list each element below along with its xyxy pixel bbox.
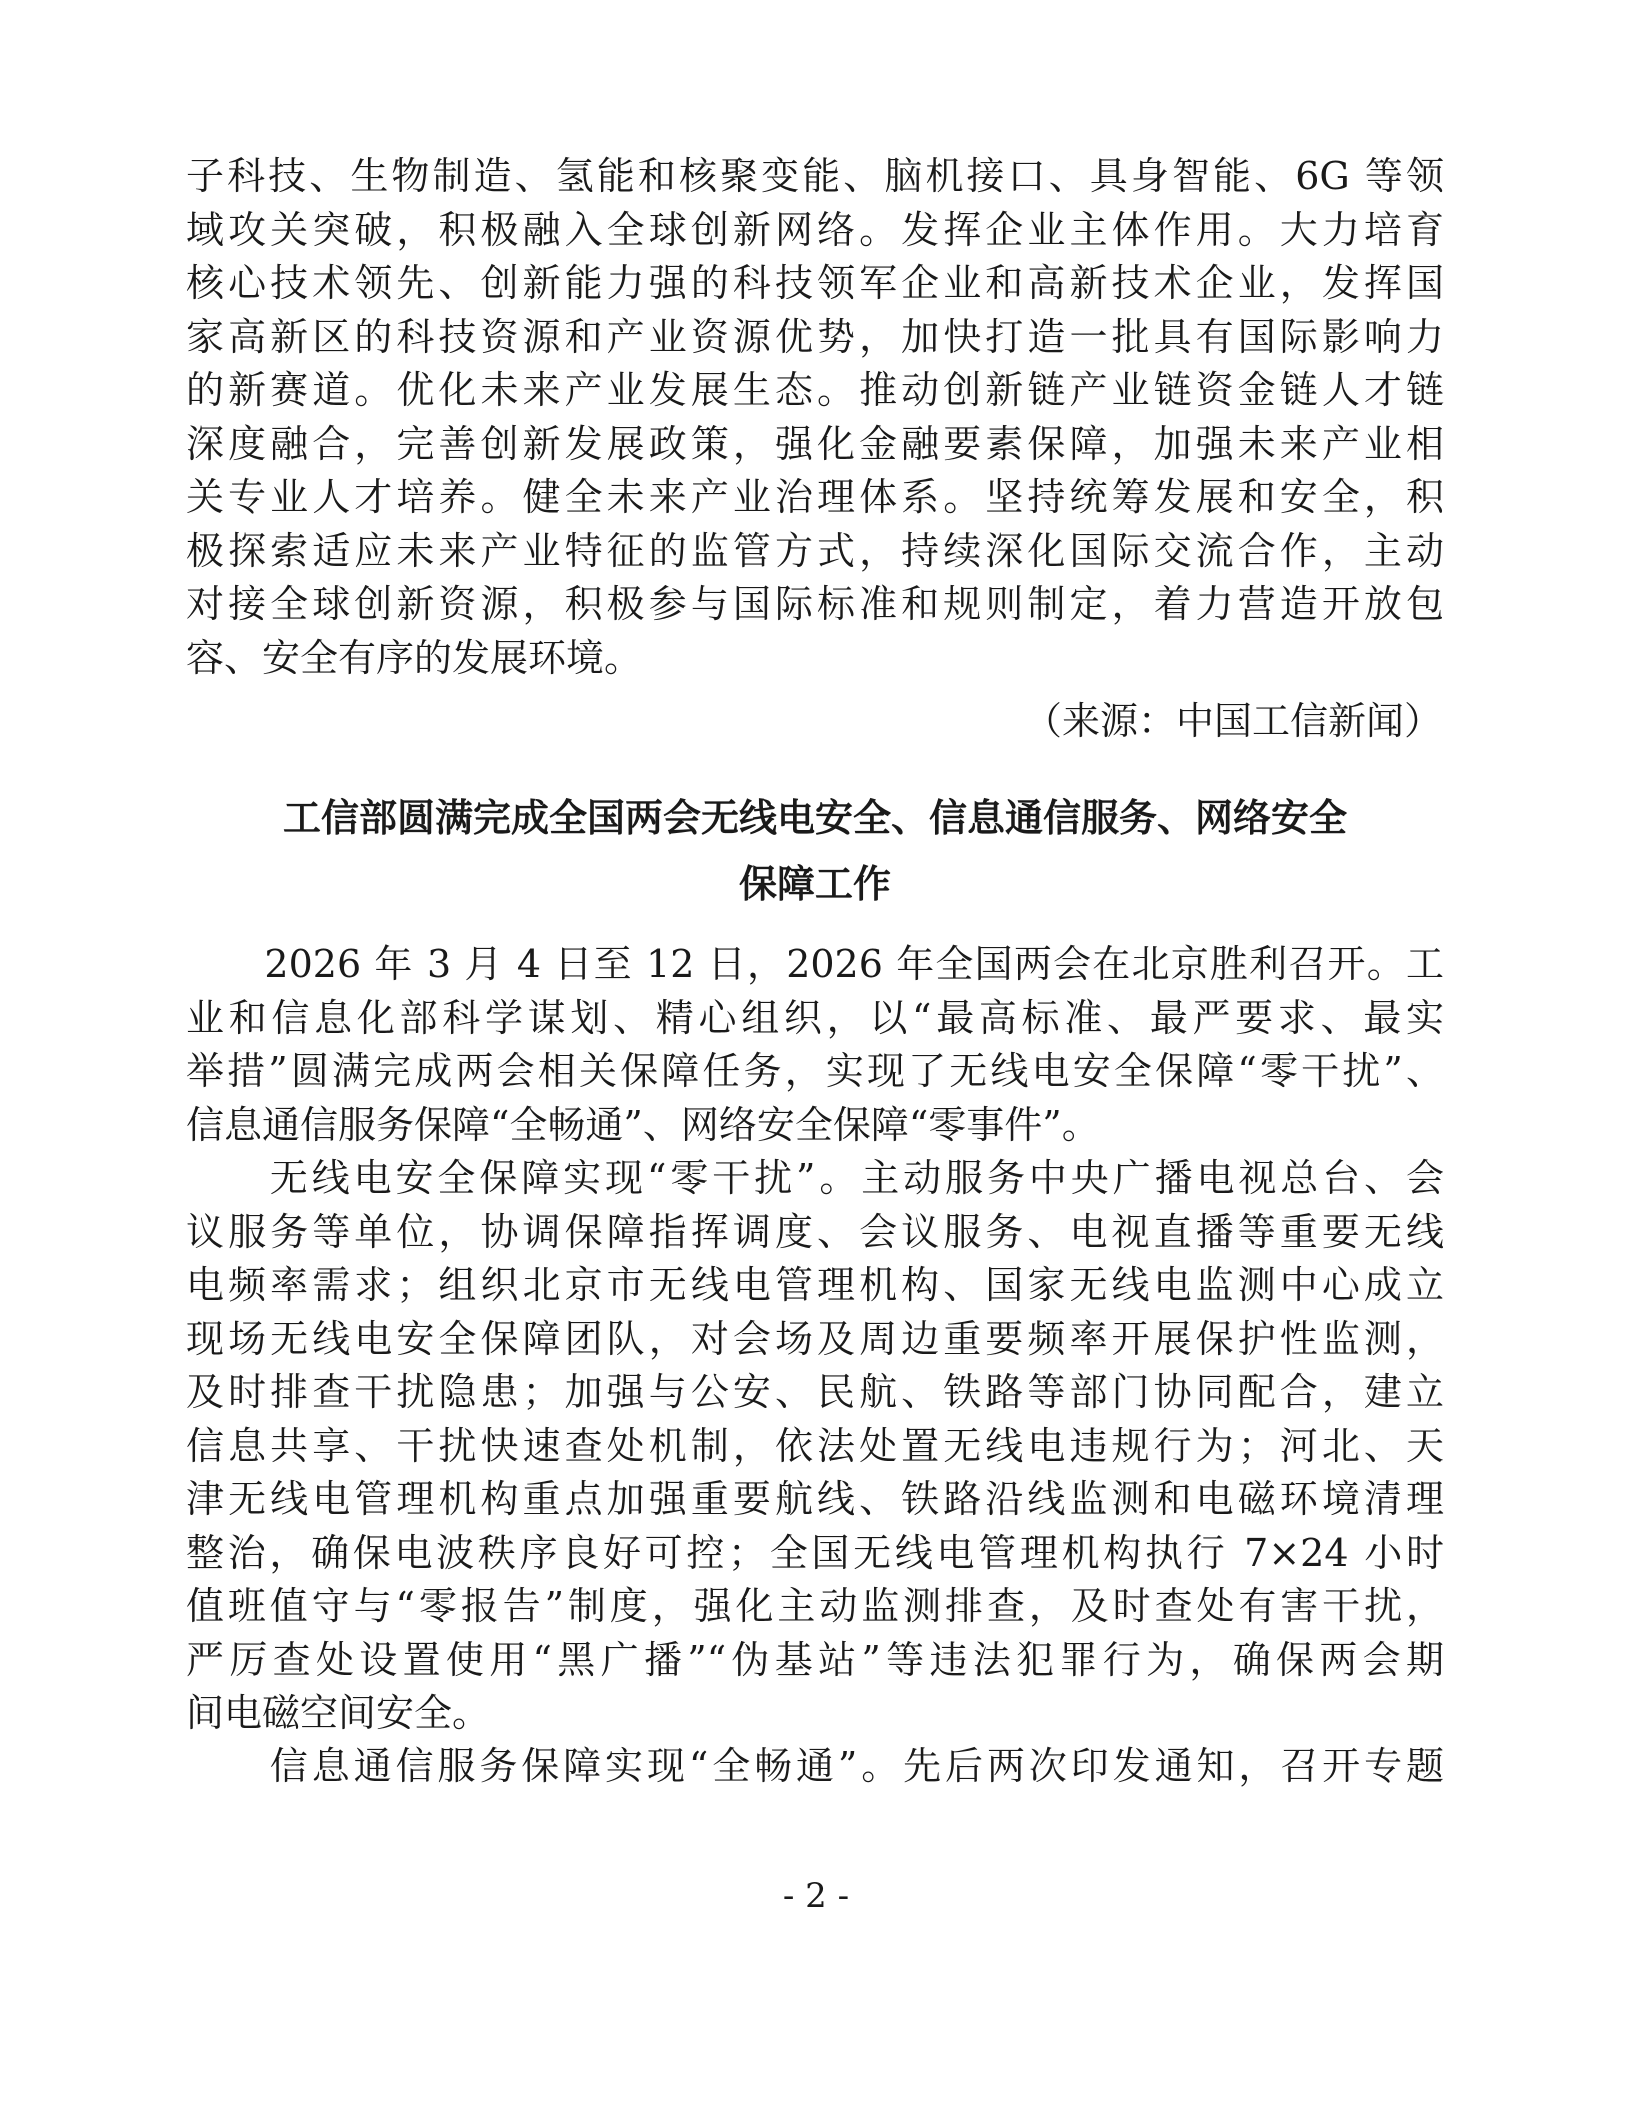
article-title-line-2: 保障工作 [738,862,891,906]
text-line: 整治，确保电波秩序良好可控；全国无线电管理机构执行 7×24 小时 [186,1530,1444,1575]
text-line: 举措”圆满完成两会相关保障任务，实现了无线电安全保障“零干扰”、 [186,1049,1444,1093]
article-paragraph-2 [186,1152,1444,1741]
text-line: 值班值守与“零报告”制度，强化主动监测排查，及时查处有害干扰， [186,1584,1444,1628]
text-line: 核心技术领先、创新能力强的科技领军企业和高新技术企业，发挥国 [186,261,1444,305]
text-line: 间电磁空间安全。 [186,1691,491,1735]
text-line: 议服务等单位，协调保障指挥调度、会议服务、电视直播等重要无线 [186,1209,1444,1254]
article-title-line-1: 工信部圆满完成全国两会无线电安全、信息通信服务、网络安全 [282,796,1347,840]
text-line: 家高新区的科技资源和产业资源优势，加快打造一批具有国际影响力 [186,314,1444,359]
text-line: 域攻关突破，积极融入全球创新网络。发挥企业主体作用。大力培育 [186,207,1444,252]
text-line: 严厉查处设置使用“黑广播”“伪基站”等违法犯罪行为，确保两会期 [186,1637,1444,1682]
text-line: 无线电安全保障实现“零干扰”。主动服务中央广播电视总台、会 [186,1156,1444,1200]
text-line: 信息通信服务保障实现“全畅通”。先后两次印发通知，召开专题 [186,1744,1444,1788]
text-line: 津无线电管理机构重点加强重要航线、铁路沿线监测和电磁环境清理 [186,1477,1444,1521]
text-line: 的新赛道。优化未来产业发展生态。推动创新链产业链资金链人才链 [186,368,1444,412]
text-line: 现场无线电安全保障团队，对会场及周边重要频率开展保护性监测， [186,1316,1444,1361]
text-line: 极探索适应未来产业特征的监管方式，持续深化国际交流合作，主动 [186,528,1444,573]
article-paragraph-1 [186,938,1444,1152]
text-line: 信息共享、干扰快速查处机制，依法处置无线电违规行为；河北、天 [186,1423,1444,1468]
text-line: 容、安全有序的发展环境。 [186,635,643,680]
text-line: 关专业人才培养。健全未来产业治理体系。坚持统筹发展和安全，积 [186,475,1444,519]
text-line: 电频率需求；组织北京市无线电管理机构、国家无线电监测中心成立 [186,1263,1444,1307]
source-attribution: （来源：中国工信新闻） [1023,699,1442,743]
text-line: 信息通信服务保障“全畅通”、网络安全保障“零事件”。 [186,1102,1100,1147]
text-line: 深度融合，完善创新发展政策，强化金融要素保障，加强未来产业相 [186,421,1444,466]
continued-paragraph [186,150,1444,685]
text-line: 子科技、生物制造、氢能和核聚变能、脑机接口、具身智能、6G 等领 [186,154,1444,198]
article-paragraph-3 [186,1740,1444,1794]
page-number: - 2 - [782,1876,850,1916]
text-line: 对接全球创新资源，积极参与国际标准和规则制定，着力营造开放包 [186,582,1444,626]
text-line: 2026 年 3 月 4 日至 12 日，2026 年全国两会在北京胜利召开。工 [186,942,1444,986]
text-line: 业和信息化部科学谋划、精心组织，以“最高标准、最严要求、最实 [186,995,1444,1040]
text-line: 及时排查干扰隐患；加强与公安、民航、铁路等部门协同配合，建立 [186,1370,1444,1414]
